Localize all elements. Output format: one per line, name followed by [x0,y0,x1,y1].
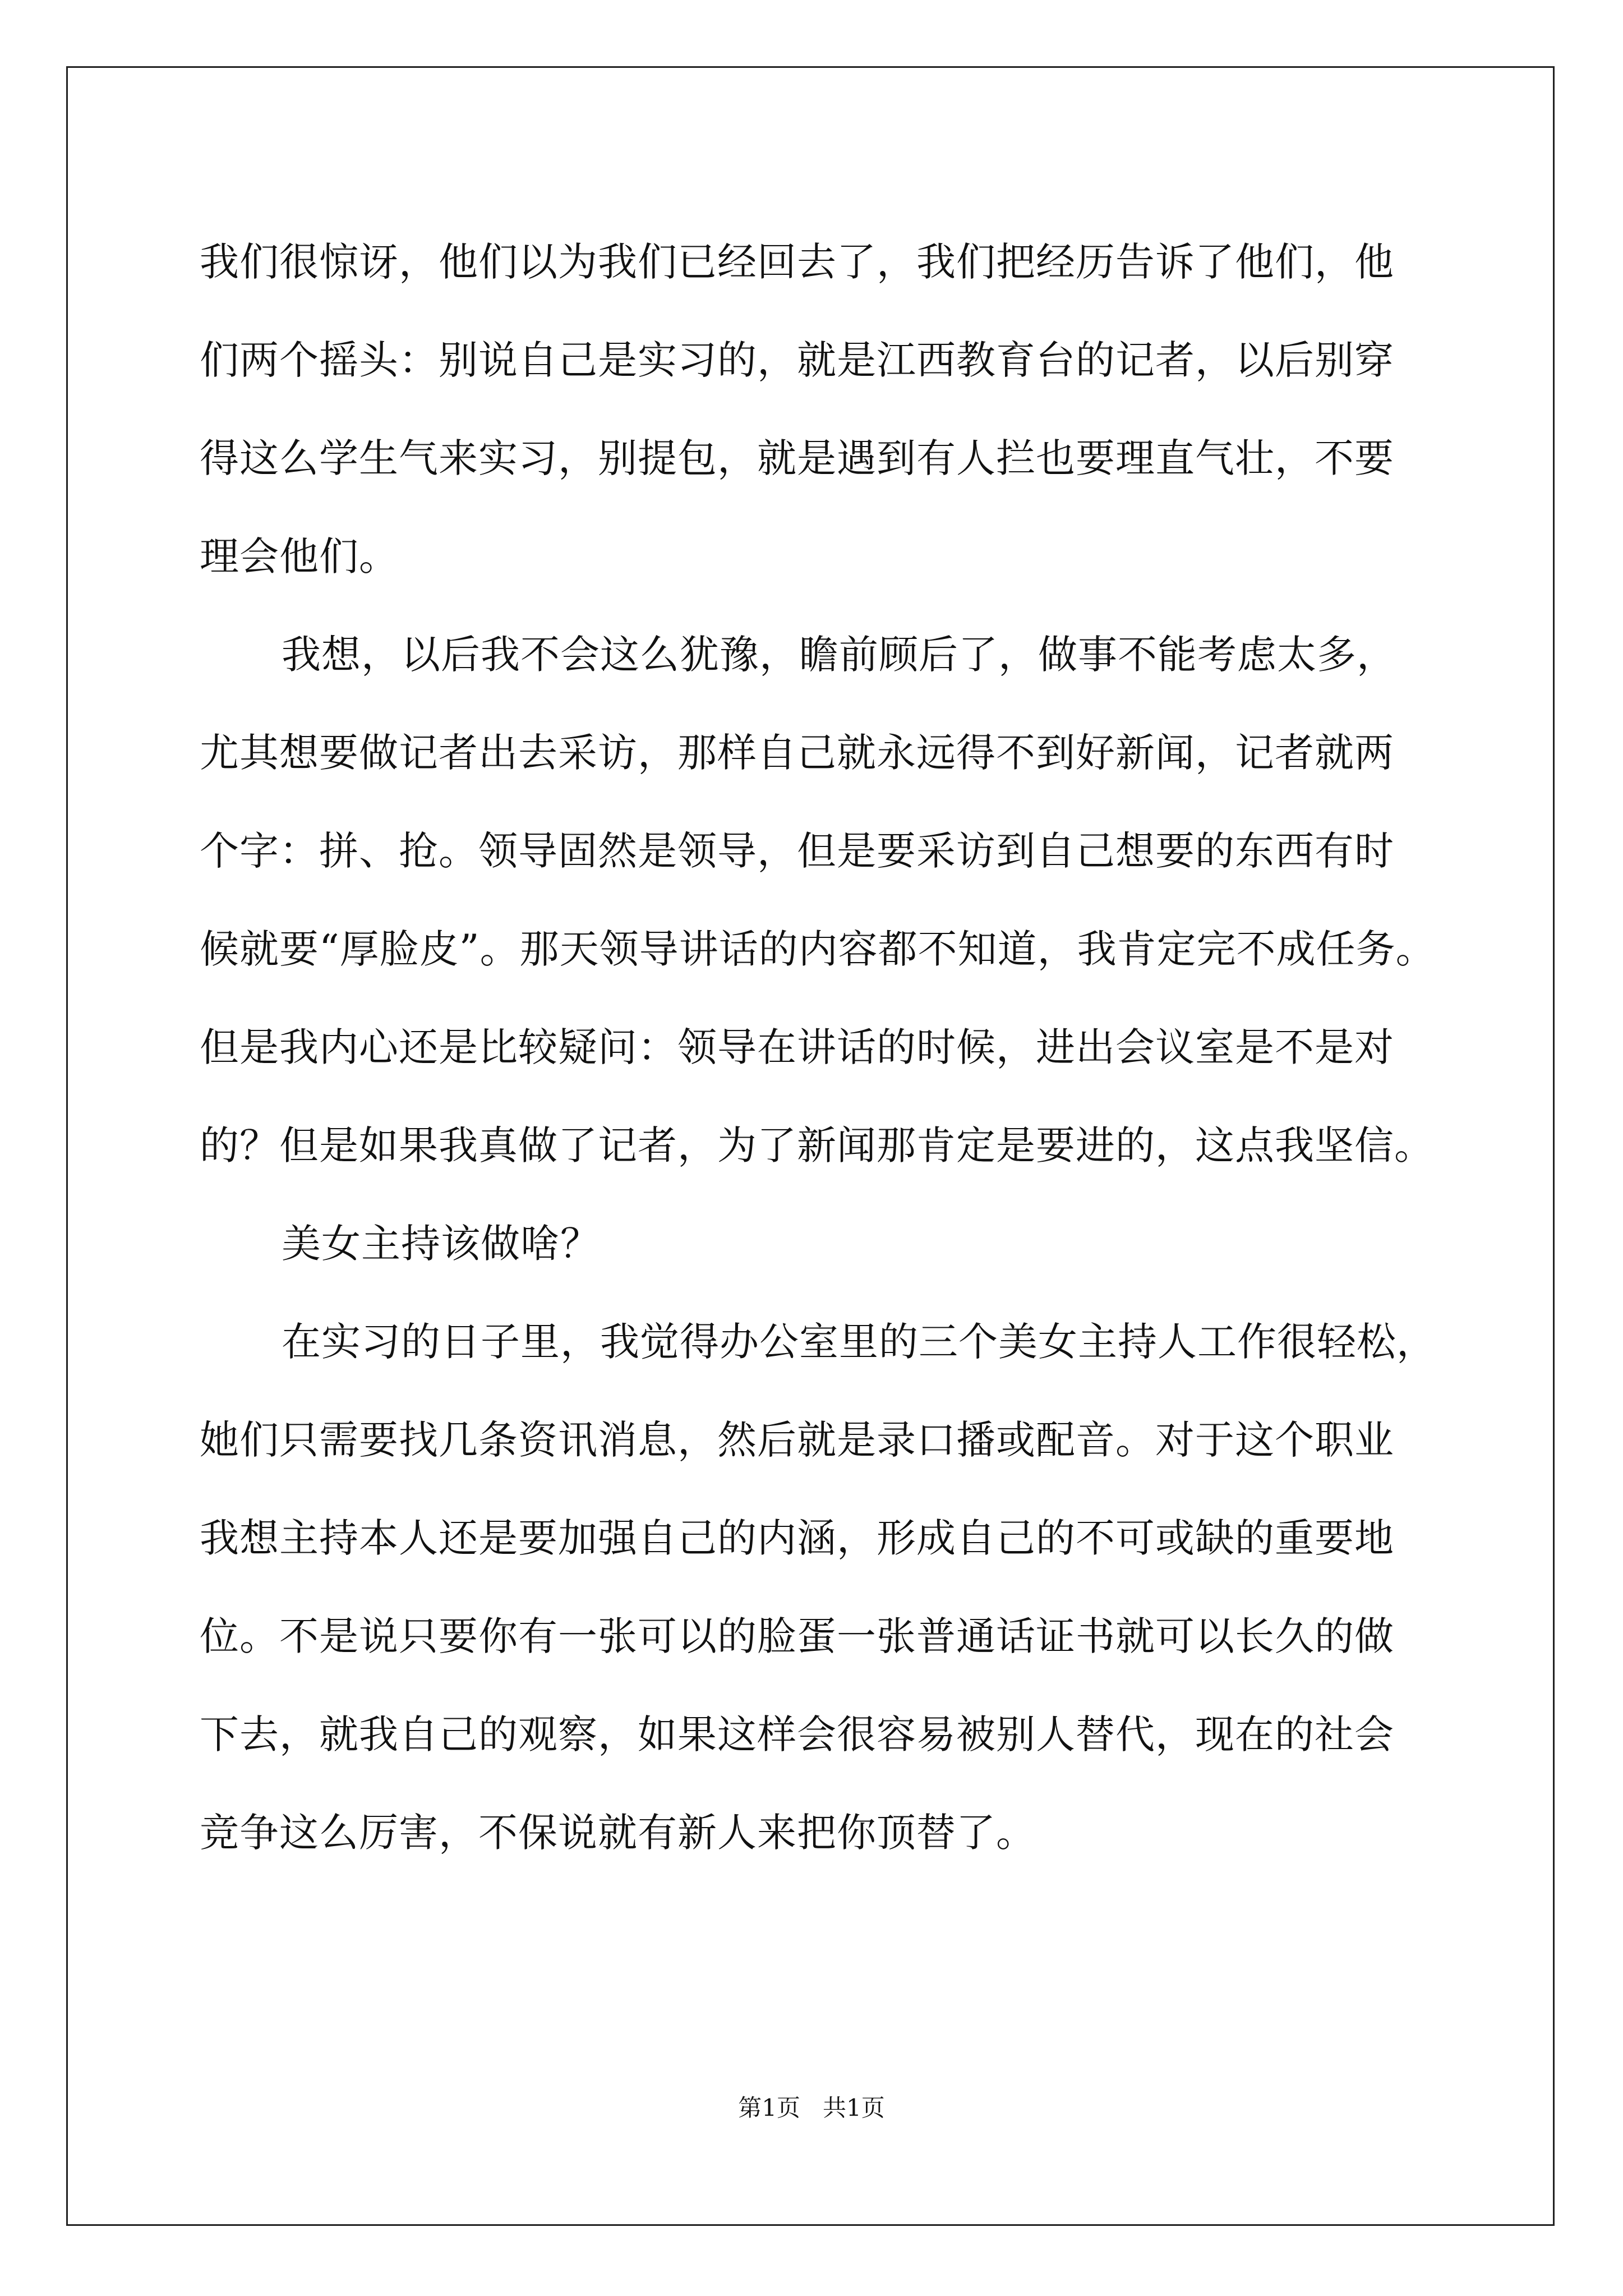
text-line: 候就要“厚脸皮”。那天领导讲话的内容都不知道，我肯定完不成任务。 [200,926,1436,972]
text-line: 我想主持本人还是要加强自己的内涵，形成自己的不可或缺的重要地 [200,1515,1394,1561]
text-line: 尤其想要做记者出去采访，那样自己就永远得不到好新闻，记者就两 [200,730,1394,776]
paragraph-3-heading [200,1195,1433,1293]
section-heading: 美女主持该做啥？ [282,1221,600,1267]
page-number-footer: 第1页 共1页 [738,2094,885,2122]
text-line: 们两个摇头：别说自己是实习的，就是江西教育台的记者，以后别穿 [200,337,1394,383]
paragraph-4 [200,1293,1436,1882]
text-line: 位。不是说只要你有一张可以的脸蛋一张普通话证书就可以长久的做 [200,1613,1394,1659]
paragraph-2 [200,606,1436,1195]
paragraph-1 [200,213,1433,606]
text-line: 我们很惊讶，他们以为我们已经回去了，我们把经历告诉了他们，他 [200,239,1394,285]
text-line: 但是我内心还是比较疑问：领导在讲话的时候，进出会议室是不是对 [200,1024,1394,1070]
text-line: 理会他们。 [200,533,399,579]
text-line: 竞争这么厉害，不保说就有新人来把你顶替了。 [200,1810,1036,1856]
text-line: 我想，以后我不会这么犹豫，瞻前顾后了，做事不能考虑太多， [282,632,1396,678]
text-line: 得这么学生气来实习，别提包，就是遇到有人拦也要理直气壮，不要 [200,435,1394,481]
text-line: 下去，就我自己的观察，如果这样会很容易被别人替代，现在的社会 [200,1711,1394,1757]
text-line: 在实习的日子里，我觉得办公室里的三个美女主持人工作很轻松， [282,1319,1436,1365]
document-body [200,213,1436,1882]
text-line: 个字：拼、抢。领导固然是领导，但是要采访到自己想要的东西有时 [200,828,1394,874]
text-line: 她们只需要找几条资讯消息，然后就是录口播或配音。对于这个职业 [200,1417,1394,1463]
text-line: 的？但是如果我真做了记者，为了新闻那肯定是要进的，这点我坚信。 [200,1122,1434,1168]
